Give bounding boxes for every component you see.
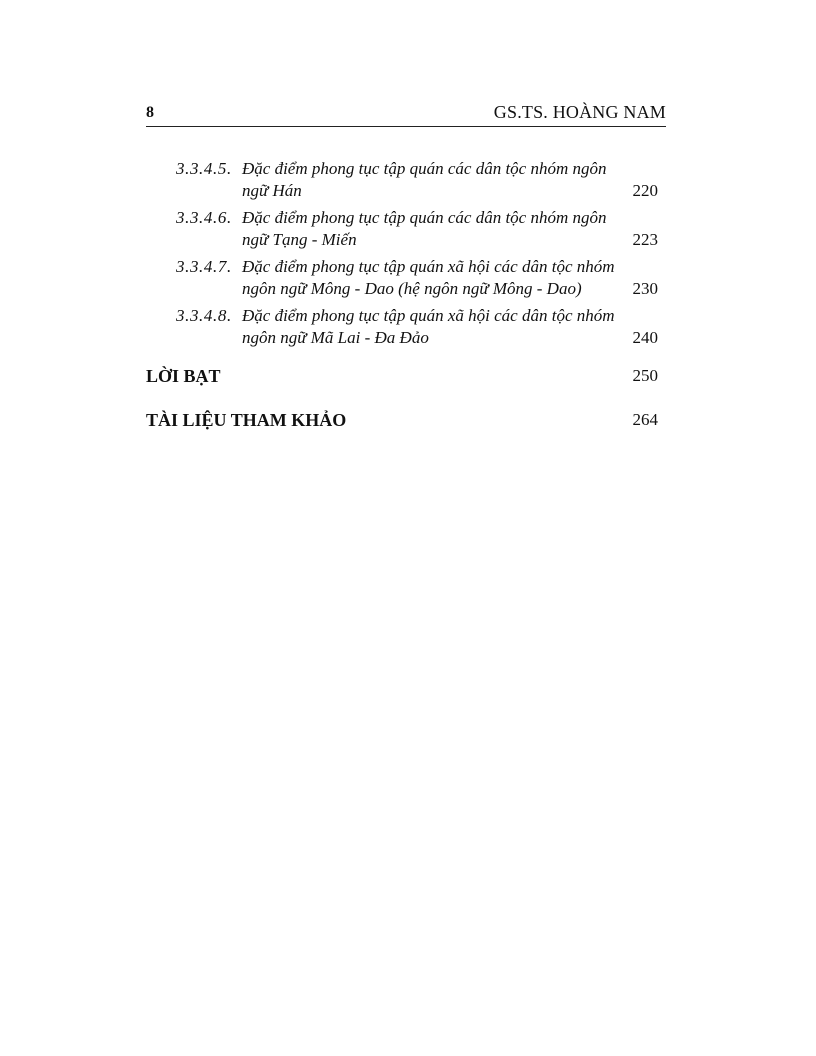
- toc-entry-page: 220: [632, 181, 658, 200]
- toc-entry-page: 240: [632, 328, 658, 347]
- table-of-contents: [146, 158, 666, 435]
- page-header: [146, 98, 666, 127]
- toc-entry-number: 3.3.4.5.: [176, 159, 232, 178]
- toc-entry-number: 3.3.4.7.: [176, 257, 232, 276]
- toc-entry-page: 223: [632, 230, 658, 249]
- running-title: GS.TS. HOÀNG NAM: [493, 102, 666, 122]
- toc-entry-number: 3.3.4.8.: [176, 306, 232, 325]
- page-number: 8: [146, 104, 154, 121]
- toc-chapter-title: TÀI LIỆU THAM KHẢO: [146, 410, 347, 430]
- toc-entry[interactable]: [146, 305, 666, 349]
- toc-entry-title: Đặc điểm phong tục tập quán các dân tộc nhóm ngôn ngữ Tạng - Miến: [242, 208, 607, 249]
- toc-entry-title: Đặc điểm phong tục tập quán xã hội các dân tộc nhóm ngôn ngữ Mã Lai - Đa Đảo: [242, 306, 615, 347]
- toc-chapter-entry[interactable]: [146, 365, 666, 391]
- toc-entry[interactable]: [146, 256, 666, 300]
- toc-entry-title: Đặc điểm phong tục tập quán xã hội các dân tộc nhóm ngôn ngữ Mông - Dao (hệ ngôn ngữ Mông - Dao): [242, 257, 615, 298]
- toc-entry-number: 3.3.4.6.: [176, 208, 232, 227]
- toc-chapter-page: 250: [632, 366, 658, 385]
- toc-chapter-entry[interactable]: [146, 409, 666, 435]
- toc-entry[interactable]: [146, 158, 666, 202]
- toc-chapter-title: LỜI BẠT: [146, 366, 221, 386]
- toc-entry-page: 230: [632, 279, 658, 298]
- toc-entry[interactable]: [146, 207, 666, 251]
- toc-chapter-page: 264: [632, 410, 658, 429]
- toc-entry-title: Đặc điểm phong tục tập quán các dân tộc nhóm ngôn ngữ Hán: [242, 159, 607, 200]
